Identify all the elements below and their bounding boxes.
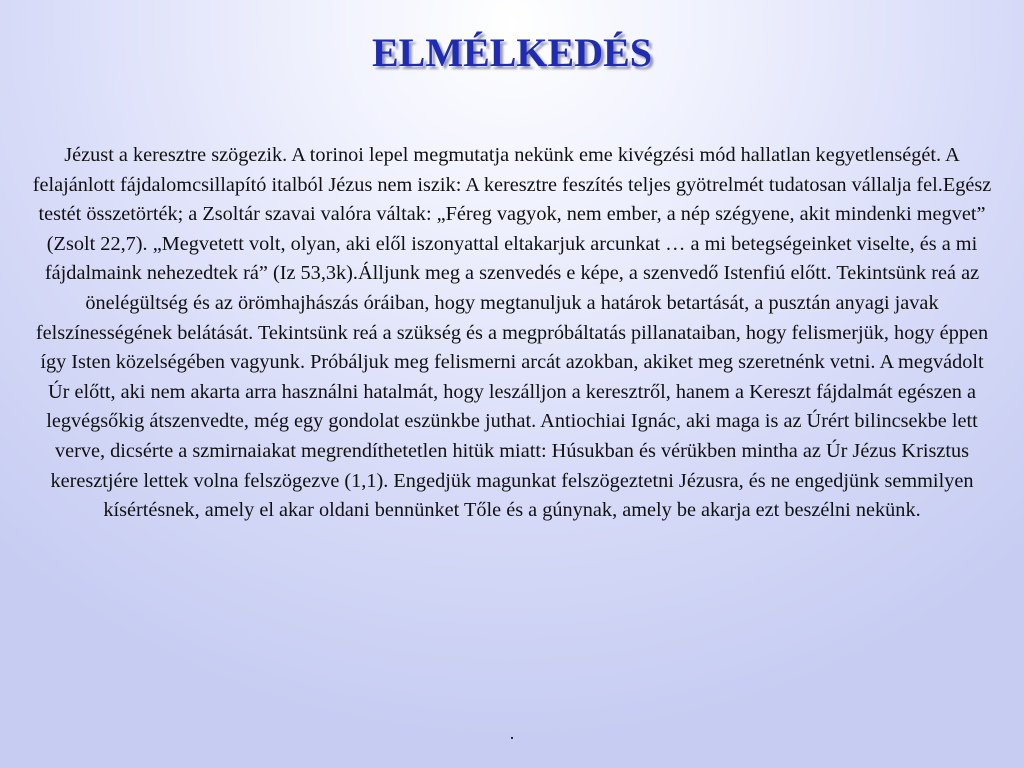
footer-mark: . — [509, 723, 515, 743]
slide-body-text: Jézust a keresztre szögezik. A torinoi lepel megmutatja nekünk eme kivégzési mód hallatlan kegyetlenségét. A felajánlott fájdalomcsillapító italból Jézus nem iszik: A keresztre feszítés teljes gyötrelmét tudatosan vállalja fel.Egész testét összetörték; a Zsoltár szavai valóra váltak: „Féreg vagyok, nem ember, a nép szégyene, akit mindenki megvet” (Zsolt 22,7). „Megvetett volt, olyan, aki elől iszonyattal eltakarjuk arcunkat … a mi betegségeinket viselte, és a mi fájdalmaink nehezedtek rá” (Iz 53,3k).Álljunk meg a szenvedés e képe, a szenvedő Istenfiú előtt. Tekintsünk reá az önelégültség és az örömhajhászás óráiban, hogy megtanuljuk a határok betartását, a pusztán anyagi javak felszínességének belátását. Tekintsünk reá a szükség és a megpróbáltatás pillanataiban, hogy felismerjük, hogy éppen így Isten közelségében vagyunk. Próbáljuk meg felismerni arcát azokban, akiket meg szeretnénk vetni. A megvádolt Úr előtt, aki nem akarta arra használni hatalmát, hogy leszálljon a keresztről, hanem a Kereszt fájdalmát egészen a legvégsőkig átszenvedte, még egy gondolat eszünkbe juthat. Antiochiai Ignác, aki maga is az Úrért bilincsekbe lett verve, dicsérte a szmirnaiakat megrendíthetetlen hitük miatt: Húsukban és vérükben mintha az Úr Jézus Krisztus keresztjére lettek volna felszögezve (1,1). Engedjük magunkat felszögeztetni Jézusra, és ne engedjünk semmilyen kísértésnek, amely el akar oldani bennünket Tőle és a gúnynak, amely be akarja ezt beszélni nekünk. — [32, 144, 992, 522]
slide-title: ELMÉLKEDÉS — [371, 30, 653, 75]
